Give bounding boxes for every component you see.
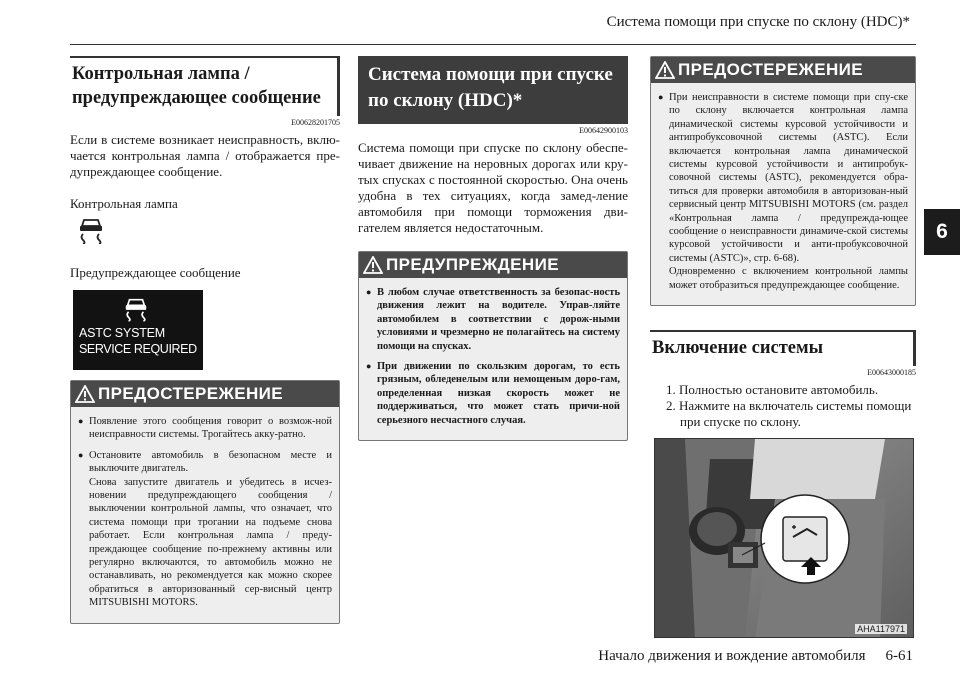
intro-paragraph: Система помощи при спуске по склону обеспе-чивает движение на неровных дорогах или кру-тых спусках с постоянной скоростью. Она очень удобна в тех ситуациях, когда замед-ление автомобиля при помощи торможения дви-гателем является недостаточным. [358,140,628,235]
section-code: E00628201705 [291,118,340,127]
display-message-line: ASTC SYSTEM [79,326,166,340]
warning-triangle-icon [363,256,383,274]
message-label: Предупреждающее сообщение [70,265,241,280]
section-title-line: по склону (HDC)* [368,90,523,111]
caution-header [651,57,915,83]
section-code: E00643000185 [867,368,916,378]
section-title-line: Включение системы [652,338,824,359]
warning-header [359,252,627,278]
warning-title: ПРЕДУПРЕЖДЕНИЕ [386,255,559,274]
step-item: 2. Нажмите на включатель системы помощи при спуске по склону. [666,398,912,430]
section-code: E00642900103 [579,126,628,135]
column-middle [358,56,628,441]
hdc-switch-illustration [654,438,914,638]
lamp-label: Контрольная лампа [70,196,178,211]
display-message-box [73,290,203,370]
section-title-line: Контрольная лампа / [72,64,250,84]
bullet-text: При неисправности в системе помощи при спу-ске по склону включается контрольная лампа динамической системы курсовой устойчивости и антипробуксовочной системы (ASTC). Если включается контрольная лампа динамической системы курсовой устойчивости и антипробук-совочной системы (ASTC), рекомендуется обра-титься для проверки автомобиля в авторизован-ный сервисный центр MITSUBISHI MOTORS (см. раздел «Контрольная лампа / предупрежда-ющее сообщение о неисправности динамиче-ской системы курсовой устойчивости и анти-пробуксовочной системы (ASTC)», стр. 6-68). [669,92,908,264]
caution-box [70,380,340,624]
caution-header [71,381,339,407]
bullet-text: В любом случае ответственность за безопас-ность движения лежит на водителе. Управ-ляйте автомобилем в соответствии с дорож-ными условиями и чрезмерно не полагайтесь на систему помощи на спусках. [377,287,620,352]
chapter-tab: 6 [924,209,960,255]
caution-bullet [79,415,332,442]
image-caption: AHA117971 [857,624,905,635]
column-left [70,56,340,624]
column-right [650,56,916,638]
console-illustration [655,439,914,638]
header-divider [70,44,916,45]
warning-box [358,251,628,441]
caution-box [650,56,916,306]
caution-bullet [79,449,332,610]
caution-title: ПРЕДОСТЕРЕЖЕНИЕ [678,60,864,79]
warning-triangle-icon [655,61,675,79]
intro-paragraph: Если в системе возникает неисправность, вклю-чается контрольная лампа / отображается пре-дупреждающее сообщение. [70,132,340,179]
warning-bullet [367,286,620,353]
footer-chapter: Начало движения и вождение автомобиля [598,648,866,664]
warning-bullet [367,360,620,427]
caution-title: ПРЕДОСТЕРЕЖЕНИЕ [98,384,284,403]
skid-car-icon [122,296,150,322]
bullet-text: При движении по скользким дорогам, то есть грязным, обледенелым или немощеным доро-гам, определенная низкая скорость может не поддерживаться, что может стать причи-ной серьезного несчастного случая. [377,361,620,426]
bullet-text: Одновременно с включением контрольной лампы может отобразиться предупреждающее сообщение. [669,266,908,291]
section-title-line: Система помощи при спуске [368,64,613,85]
warning-triangle-icon [75,385,95,403]
page-footer [598,648,913,665]
caution-bullet [659,91,908,292]
bullet-text: Остановите автомобиль в безопасном месте и выключите двигатель. [89,449,332,475]
section-title-line: предупреждающее сообщение [72,88,321,108]
section-title-activation [650,330,916,366]
step-item: 1. Полностью остановите автомобиль. [666,382,879,398]
skid-car-icon [76,216,106,244]
bullet-text: Снова запустите двигатель и убедитесь в исчез-новении предупреждающего сообщения / выключении контрольной лампы, что означает, что система помощи при трогании на подъеме снова работает. Если контрольная лампа / преду-преждающее сообщение по-прежнему активны или регулярно включаются, то автомобиль можно не останавливать, но рекомендуется как можно скорее обратиться в авторизованный сер-висный центр MITSUBISHI MOTORS. [89,476,332,609]
bullet-text: Появление этого сообщения говорит о возмож-ной неисправности системы. Трогайтесь акку-ратно. [89,416,332,441]
steps-list [650,382,916,430]
section-title-hdc [358,56,628,124]
section-title-warning-lamp [70,56,340,116]
display-message-line: SERVICE REQUIRED [79,342,197,356]
page-header-title: Система помощи при спуске по склону (HDC)* [606,14,910,30]
page-number: 6-61 [885,648,913,664]
